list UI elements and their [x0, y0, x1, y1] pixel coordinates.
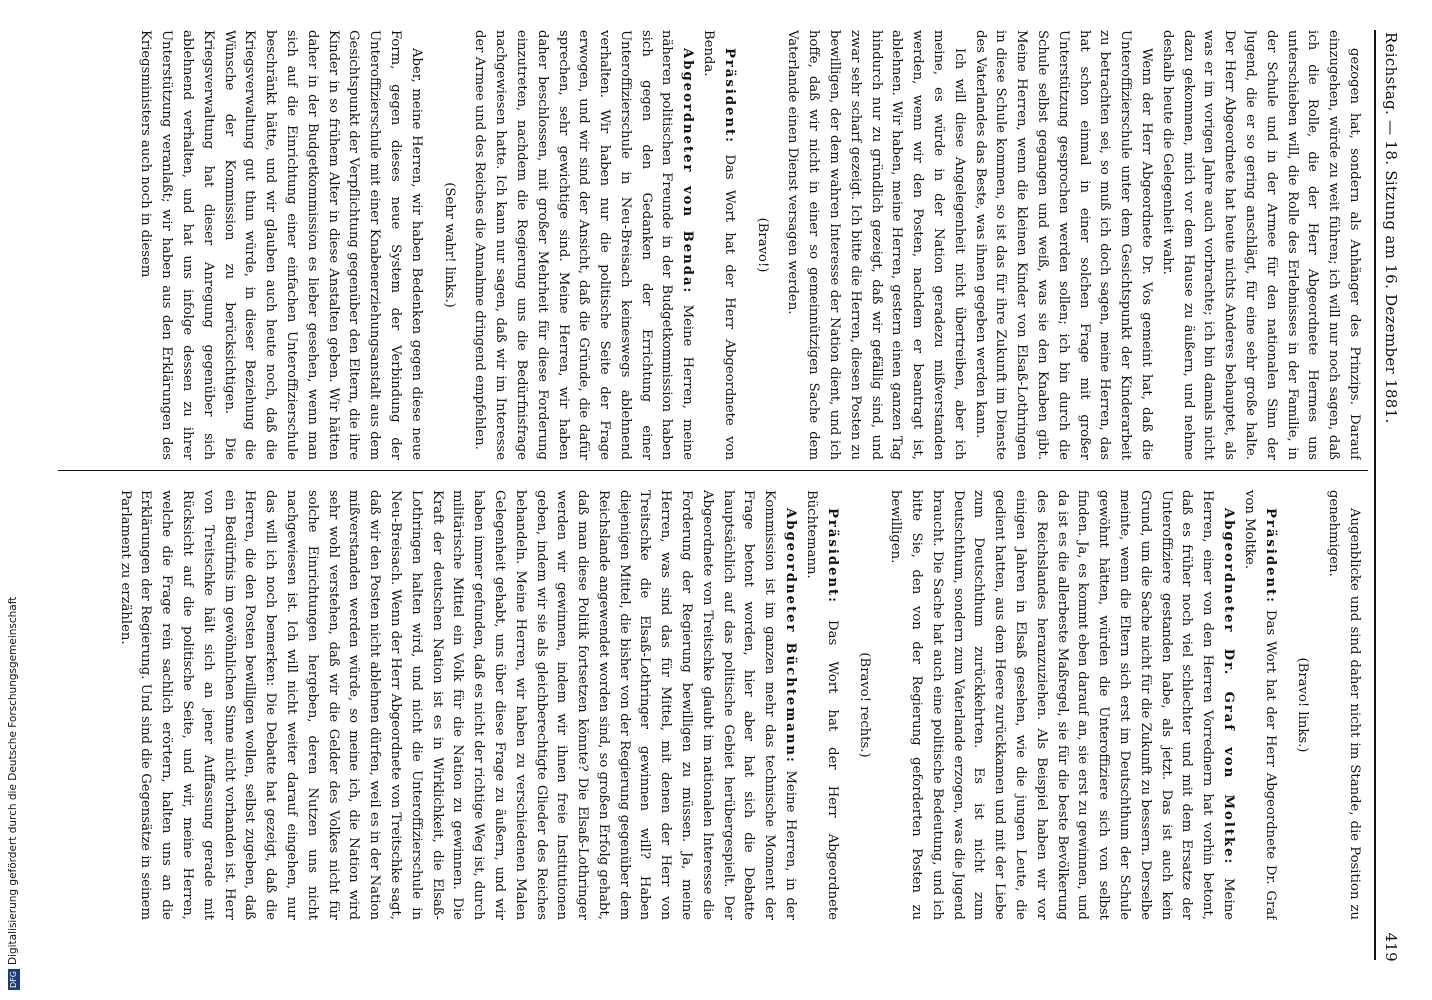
dfg-logo: DFG	[9, 971, 18, 988]
paragraph-text: Meine Herren, einer von den Herren Vorrednern hat vorhin betont, daß es früher noch viel schlechter und mit dem Ersatze der Unteroffiziere gestanden habe, als jetzt. Das ist auch kein Grund, um die Sache nicht für die Zukunft zu bessern. Derselbe meinte, wenn die Eltern sich erst im Deutschthum der Schule gewöhnt hätten, würden die Unteroffiziere sich von selbst finden. Ja, es kommt eben darauf an, sie erst zu gewinnen, und da ist es die allerbeste Maßregel, sie für die beste Bevölkerung des Reichslandes heranzuziehen. Als Beispiel haben wir vor einigen Jahren in Elsaß gesehen, wie die jungen Leute, die gedient hatten, aus dem Heere zurückkamen und mit der Liebe zum Deutschthum zurückkehrten. Es ist nicht zum Deutschthum, sondern zum Vaterlande erzogen, was die Jugend braucht. Die Sache hat auch eine politische Bedeutung, und ich bitte Sie, den von der Regierung geforderten Posten zu bewilligen.	[888, 490, 1237, 920]
stage-direction: (Bravo! rechts.)	[857, 652, 873, 758]
stage-direction: (Bravo! links.)	[1295, 657, 1311, 753]
paragraph-text: Aber, meine Herren, wir haben Bedenken gegen diese neue Form, gegen dieses neue System der Verbindung der Unteroffizierschule mit einer Knabenerziehungsanstalt aus dem Gesichtspunkt der Verpflichtung gegenüber den Eltern, die ihre Kinder in so frühem Alter in diese Anstalten geben. Wir hätten daher in der Budgetkommission es lieber gesehen, wenn man sich auf die Einrichtung einer einfachen Unteroffizierschule beschränkt hätte, und wir glauben auch heute noch, daß die Kriegsverwaltung gut thun würde, in dieser Beziehung die Wünsche der Kommission zu berücksichtigen. Die Kriegsverwaltung hat dieser Anregung gegenüber sich ablehnend verhalten, und hat uns infolge dessen zu ihrer Unterstützung veranlaßt; wir haben aus den Erklärungen des Kriegsministers auch noch in diesem	[138, 30, 424, 460]
funding-footer	[4, 596, 24, 990]
page-number: 419	[1382, 932, 1400, 962]
stage-direction: (Sehr wahr! links.)	[441, 182, 457, 308]
paragraph	[697, 30, 739, 460]
paragraph-text: Wenn der Herr Abgeordnete Dr. Vos gemeint hat, daß die Unteroffizierschule unter dem Gesichtspunkt der Kinderarbeit zu betrachten sei, so muß ich doch sagen, meine Herren, das hat schon einmal in einer solchen Frage mit großer Unterstützung gesprochen werden sollen; ich bin durch die Schule selbst gegangen und weiß, was sie den Knaben gibt. Meine Herren, wenn die kleinen Kinder von Elsaß-Lothringen in diese Schule kommen, so ist das für ihre Zukunft im Dienste des Vaterlandes das Beste, was ihnen gegeben werden kann.	[972, 30, 1155, 460]
running-header: Reichstag. — 18. Sitzung am 16. Dezember 1881.	[1382, 32, 1400, 424]
paragraph	[800, 490, 842, 920]
column-divider	[58, 470, 1368, 471]
page-header	[1382, 32, 1404, 962]
paragraph	[469, 30, 698, 460]
header-rule	[1374, 30, 1376, 960]
paragraph-text: gezogen hat, sondern als Anhänger des Prinzips. Darauf einzugehen, würde zu weit führen; ich will nur noch sagen, daß ich die Rolle, die der Herr Abgeordnete Hermes uns unterschieben will, die Rolle des Erlebnisses in der Familie, in der Schule und in der Armee für den nationalen Sinn der Jugend, die er so gering anschlägt, für eine sehr große halte. Der Herr Abgeordnete hat heute nichts Anderes behauptet, als was er im vorigen Jahre auch vorbrachte; ich bin damals nicht dazu gekommen, mich vor dem Hause zu äußern, und nehme deshalb heute die Gelegenheit wahr.	[1159, 30, 1362, 460]
speaker-name: Präsident:	[1262, 508, 1278, 605]
speaker-name: Abgeordneter von Benda:	[680, 48, 696, 295]
paragraph-text: Meine Herren, in der Kommission ist im ganzen mehr das technische Moment der Frage betont worden, hier aber hat sich die Debatte hauptsächlich auf das politische Gebiet herübergespielt. Der Abgeordnete von Treitschke glaubt im nationalen Interesse die Forderung der Regierung bewilligen zu müssen. Ja, meine Herren, was sind das für Mittel, mit denen der Herr von Treitschke die Elsaß-Lothringer gewinnen will? Haben diejenigen Mittel, die bisher von der Regierung gegenüber dem Reichslande angewendet worden sind, so großen Erfolg gehabt, daß man diese Politik fortsetzen könnte? Die Elsaß-Lothringer werden wir gewinnen, indem wir ihnen freie Institutionen geben, indem wir sie als gleichberechtigte Glieder des Reiches behandeln. Meine Herren, wir haben zu verschiedenen Malen Gelegenheit gehabt, uns über diese Frage zu äußern, und wir haben immer gefunden, daß es nicht der richtige Weg ist, durch militärische Mittel ein Volk für die Nation zu gewinnen. Die Kraft der deutschen Nation ist es in Wirklichkeit, die Elsaß-Lothringen halten wird, und nicht die Unteroffizierschule in Neu-Breisach. Wenn der Herr Abgeordnete von Treitschke sagt, daß wir den Posten nicht ablehnen dürfen, weil es in der Nation mißverstanden werden würde, so meine ich, die Nation wird sehr wohl verstehen, daß wir die Gelder des Volkes nicht für solche Einrichtungen hergeben, deren Nutzen uns nicht nachgewiesen ist. Ich will nicht weiter darauf eingehen, nur das will ich noch bemerken: Die Debatte hat gezeigt, daß die Herren, die den Posten bewilligen wollen, selbst zugeben, daß ein Bedürfnis im gewöhnlichen Sinne nicht vorhanden ist. Herr von Treitschke hält sich an jener Auffassung gerade mit Rücksicht auf die politische Seite, und wir, meine Herren, welche die Frage rein sachlich erörtern, halten uns an die Erklärungen der Regierung. Und sind die Gegensätze in seinem Parlament zu erzählen.	[117, 490, 799, 920]
speaker-name: Präsident:	[824, 508, 840, 605]
paragraph	[135, 30, 426, 460]
paragraph	[884, 490, 1238, 920]
funding-note: Digitalisierung gefördert durch die Deutsche Forschungsgemeinschaft	[7, 596, 19, 966]
left-text-column	[64, 30, 1364, 460]
paragraph	[782, 30, 969, 460]
paragraph	[114, 490, 800, 920]
paragraph	[1322, 490, 1364, 920]
paragraph	[969, 30, 1156, 460]
right-text-column	[64, 490, 1364, 920]
paragraph-text: Das Wort hat der Herr Abgeordnete Büchtemann.	[803, 490, 840, 920]
paragraph-text: Augenblicke und sind daher nicht im Stande, die Position zu genehmigen.	[1326, 490, 1362, 920]
speaker-name: Präsident:	[721, 48, 737, 145]
paragraph	[1238, 490, 1280, 920]
paragraph-text: Meine Herren, meine näheren politischen Freunde in der Budgetkommission haben sich gegen den Gedanken der Errichtung einer Unteroffizierschule in Neu-Breisach keineswegs ablehnend verhalten. Wir haben nur die politische Seite der Frage erwogen, und wir sind der Ansicht, daß die Gründe, die dafür sprechen, sehr gewichtige sind. Meine Herren, wir haben daher beschlossen, mit großer Mehrheit für diese Forderung einzutreten, nachdem die Regierung uns die Bedürfnisfrage nachgewiesen hatte. Ich kann nur sagen, daß wir im Interesse der Armee und des Reiches die Annahme dringend empfehlen.	[472, 30, 696, 460]
paragraph-text: Das Wort hat der Herr Abgeordnete Dr. Graf von Moltke.	[1241, 490, 1278, 920]
paragraph-text: Das Wort hat der Herr Abgeordnete von Benda.	[701, 30, 737, 460]
speaker-name: Abgeordneter Dr. Graf von Moltke:	[1221, 508, 1237, 866]
paragraph-text: Ich will diese Angelegenheit nicht übertreiben, aber ich meine, es würde in der Nation geradezu mißverstanden werden, wenn wir den Posten, nachdem er beantragt ist, ablehnen. Wir haben, meine Herren, gestern einen ganzen Tag hindurch nur zu gründlich gezeigt, daß wir gefällig sind, und zwar sehr scharf gezeigt. Ich bitte die Herren, diesen Posten zu bewilligen, der dem wahren Interesse der Nation dient, und ich hoffe, daß wir nicht in einer so gemeinnützigen Sache dem Vaterlande einen Dienst versagen werden.	[785, 30, 967, 460]
speaker-name: Abgeordneter Büchtemann:	[783, 508, 799, 764]
stage-direction: (Bravo!)	[754, 217, 770, 273]
paragraph	[1156, 30, 1364, 460]
